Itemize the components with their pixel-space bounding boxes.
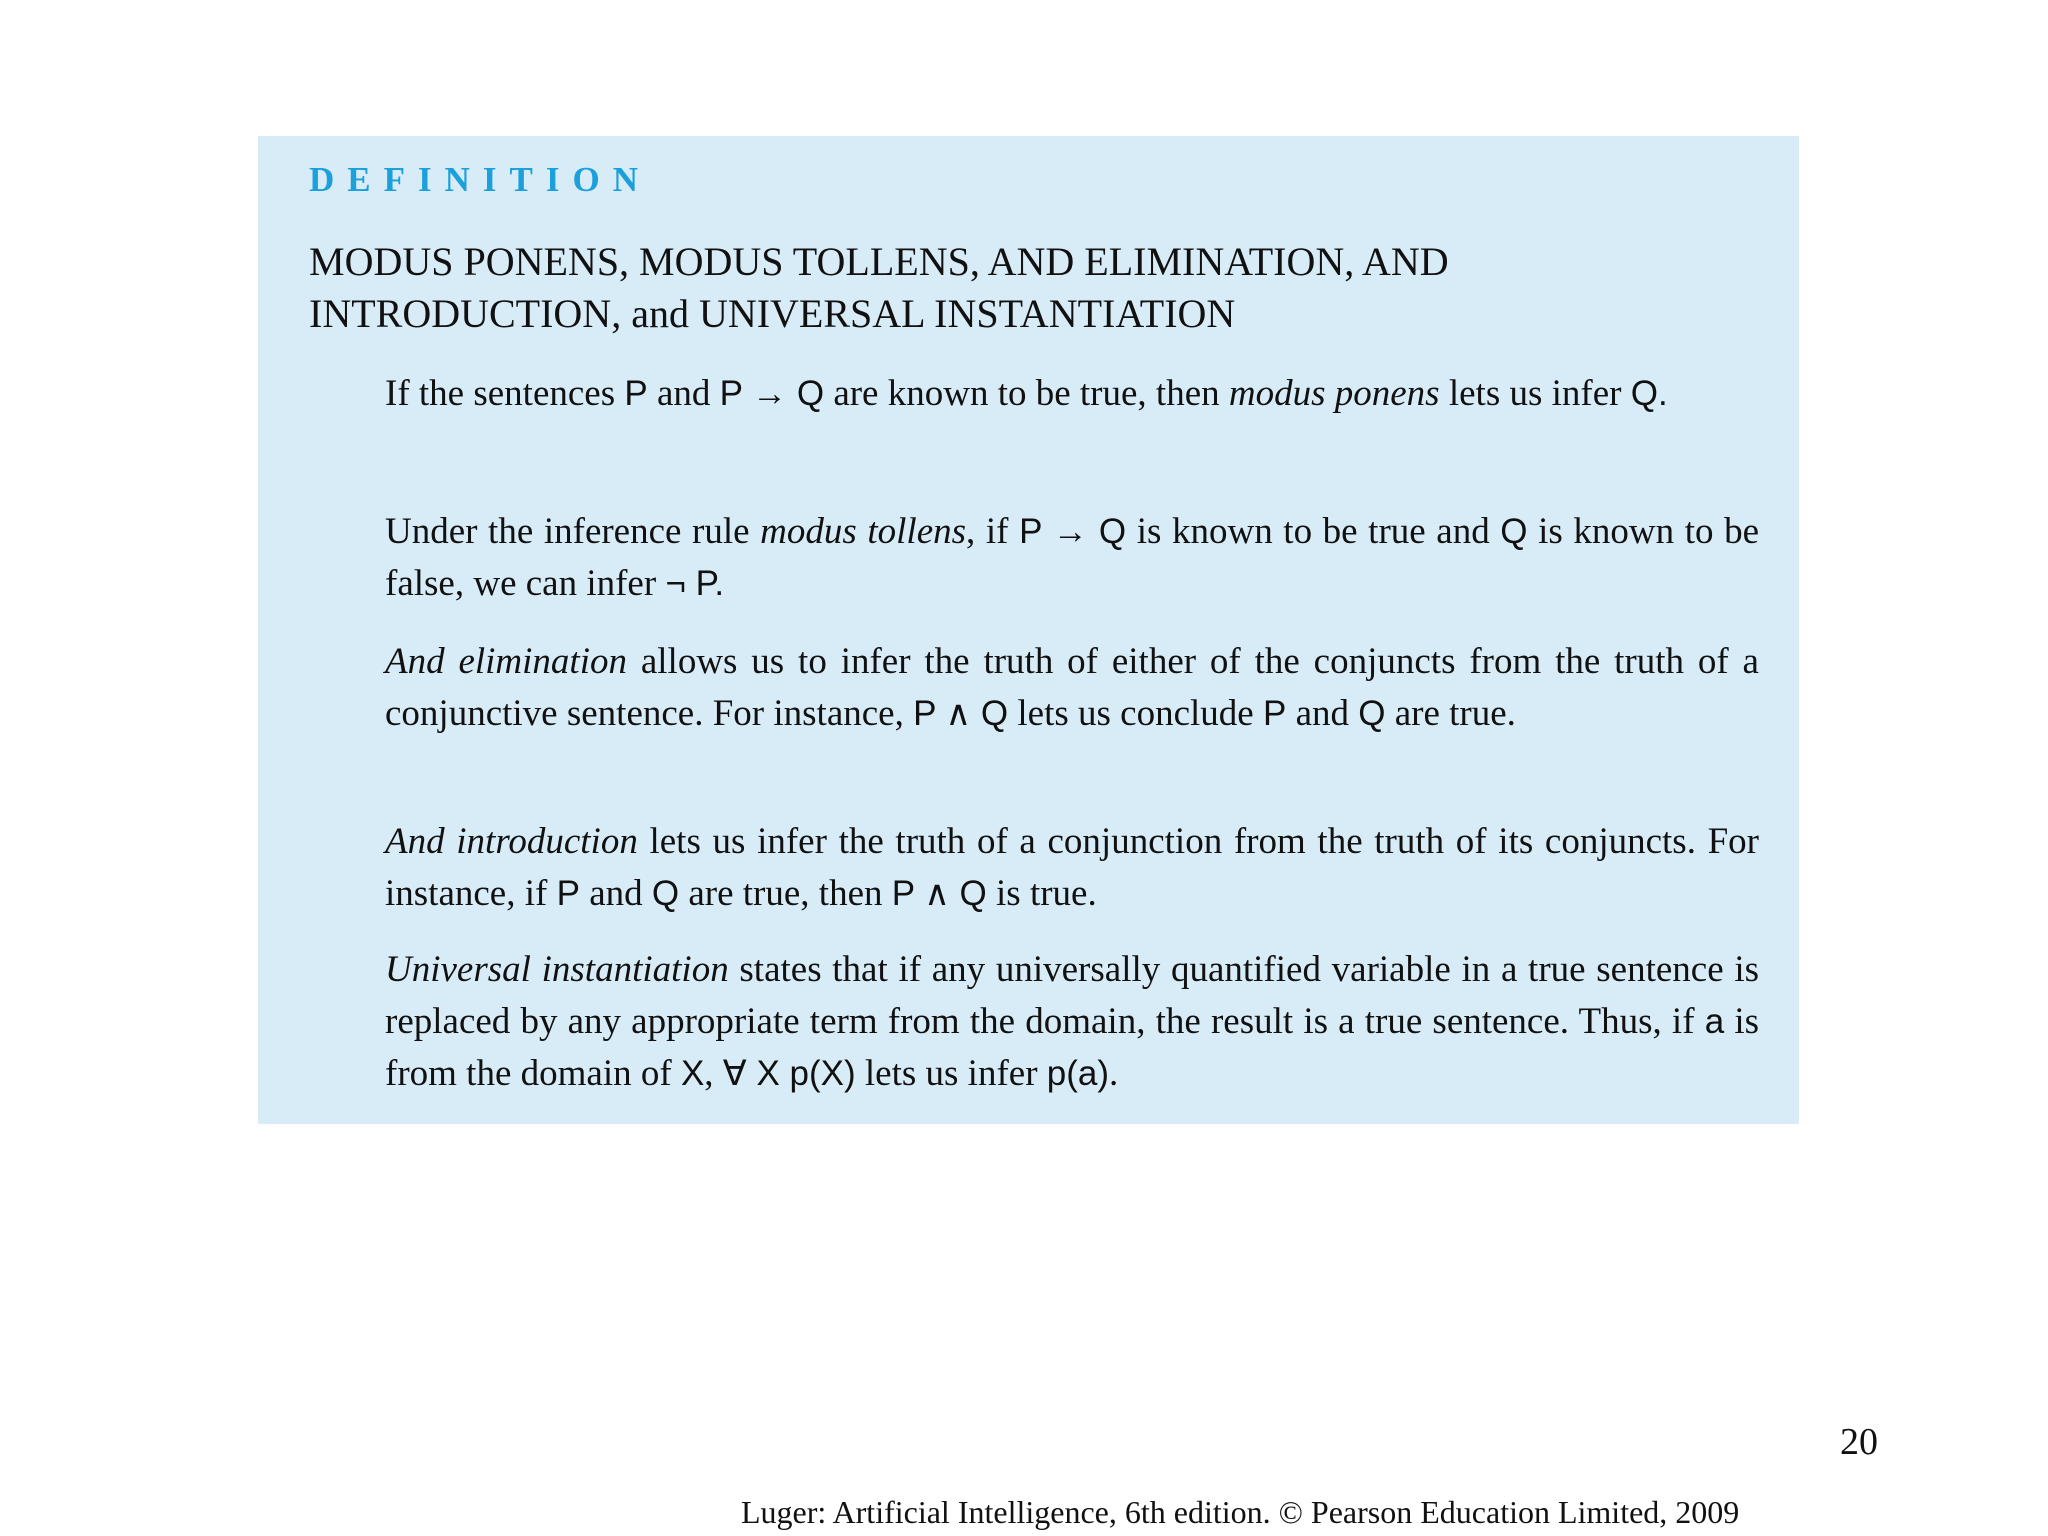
logic-expression: ∀ X p(X)	[722, 1054, 856, 1093]
italic-term: modus ponens	[1228, 373, 1440, 414]
logic-expression: Q	[1358, 694, 1386, 733]
logic-expression: P → Q	[1019, 512, 1127, 551]
definition-title-line-2: INTRODUCTION, and UNIVERSAL INSTANTIATION	[309, 291, 1236, 336]
logic-expression: Q	[651, 874, 680, 913]
paragraph-and-elimination: And elimination allows us to infer the truth of either of the conjuncts from the truth of a conjunctive sentence. For instance, P ∧ Q lets us conclude P and Q are true.	[385, 641, 1759, 734]
italic-term: Universal instantiation	[385, 949, 729, 990]
footer-citation: Luger: Artificial Intelligence, 6th edition. © Pearson Education Limited, 2009	[741, 1494, 1740, 1530]
paragraph-universal-instantiation: Universal instantiation states that if any universally quantified variable in a true sentence is replaced by any appropriate term from the domain, the result is a true sentence. Thus, if a is from the domain of X, ∀ X p(X) lets us infer p(a).	[385, 949, 1760, 1094]
logic-expression: P ∧ Q	[891, 874, 987, 913]
italic-term: And introduction	[385, 821, 638, 862]
logic-expression: P	[556, 874, 580, 913]
logic-expression: a	[1704, 1002, 1725, 1041]
paragraph-and-introduction: And introduction lets us infer the truth of a conjunction from the truth of its conjuncts. For instance, if P and Q are true, then P ∧ Q is true.	[385, 821, 1760, 914]
definition-label: DEFINITION	[309, 160, 651, 199]
logic-expression: P ∧ Q	[913, 694, 1009, 733]
paragraph-modus-ponens: If the sentences P and P → Q are known to be true, then modus ponens lets us infer Q.	[385, 373, 1668, 414]
logic-expression: Q.	[1630, 374, 1668, 413]
logic-expression: P	[624, 374, 648, 413]
italic-term: modus tollens	[760, 511, 967, 552]
logic-expression: Q	[1500, 512, 1528, 551]
paragraph-modus-tollens: Under the inference rule modus tollens, if P → Q is known to be true and Q is known to be false, we can infer ¬ P.	[385, 511, 1759, 604]
logic-expression: ¬ P.	[665, 564, 725, 603]
page-number: 20	[1840, 1421, 1878, 1463]
italic-term: And elimination	[385, 641, 627, 682]
logic-expression: p(a)	[1046, 1054, 1110, 1093]
logic-expression: P	[1262, 694, 1287, 733]
definition-title-line-1: MODUS PONENS, MODUS TOLLENS, AND ELIMINATION, AND	[309, 239, 1449, 284]
logic-expression: X	[680, 1054, 705, 1093]
definition-title	[309, 236, 1709, 340]
definition-box	[258, 136, 1799, 1124]
logic-expression: P → Q	[719, 374, 825, 413]
